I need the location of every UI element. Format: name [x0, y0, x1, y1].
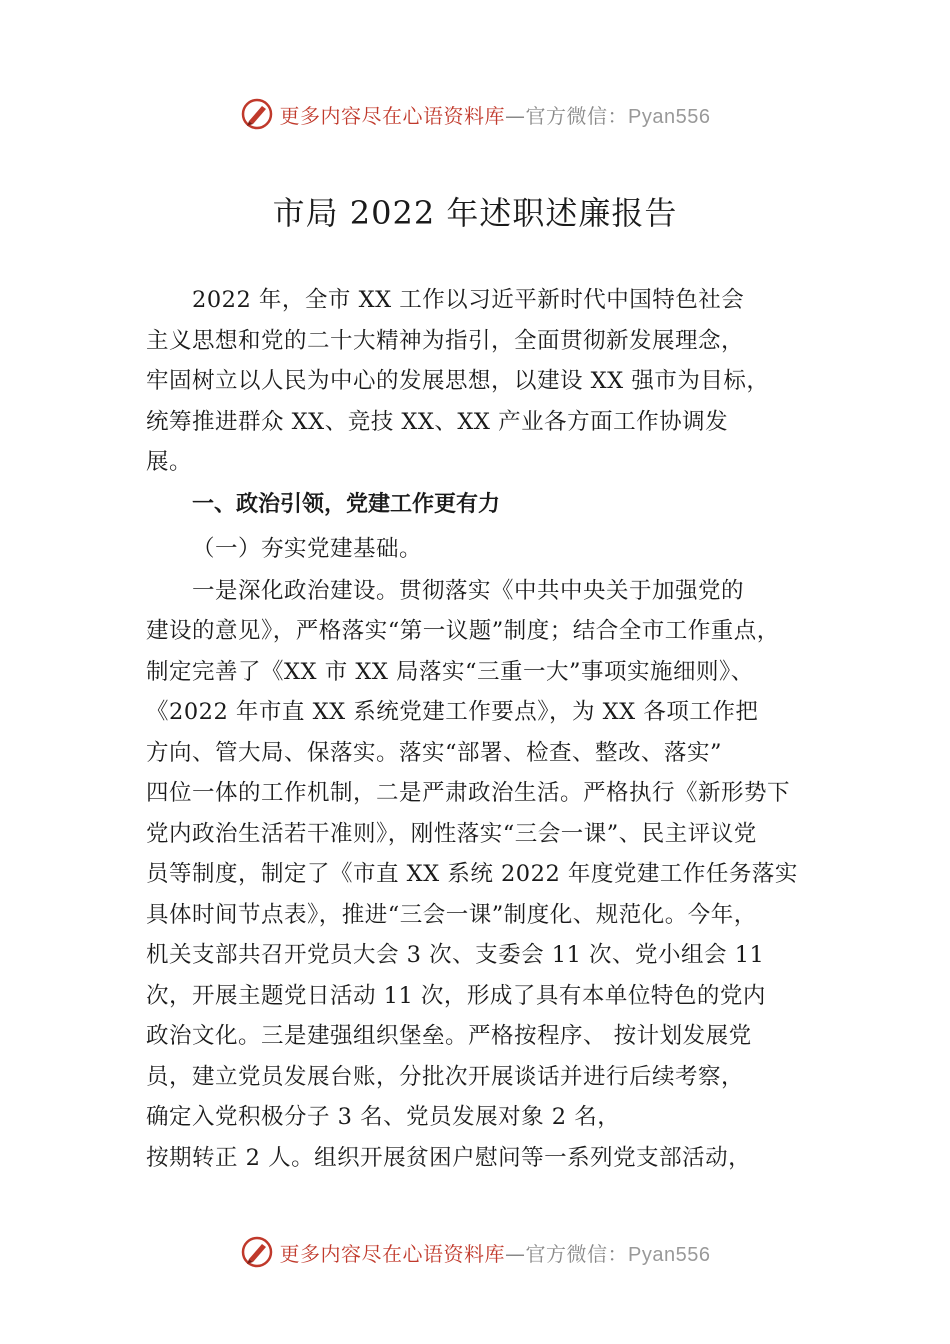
text-line: 2022 年，全市 XX 工作以习近平新时代中国特色社会 — [192, 287, 745, 313]
text-line: 方向、管大局、保落实。落实“部署、检查、整改、落实” — [146, 739, 723, 766]
text-line: 具体时间节点表》，推进“三会一课”制度化、规范化。今年， — [146, 901, 757, 928]
text-line: 员等制度，制定了《市直 XX 系统 2022 年度党建工作任务落实 — [146, 861, 798, 887]
watermark-wechat-id: Pyan556 — [628, 1243, 711, 1266]
text-line: 一是深化政治建设。贯彻落实《中共中央关于加强党的 — [192, 577, 745, 604]
text-line: 《2022 年市直 XX 系统党建工作要点》，为 XX 各项工作把 — [146, 699, 759, 725]
subsection-heading: （一）夯实党建基础。 — [192, 535, 423, 562]
watermark-banner-top — [0, 94, 950, 134]
document-body — [146, 280, 826, 1178]
watermark-text — [280, 1238, 711, 1267]
text-line: 牢固树立以人民为中心的发展思想，以建设 XX 强市为目标， — [146, 368, 770, 394]
watermark-text — [280, 100, 711, 129]
watermark-brand: 更多内容尽在心语资料库 — [279, 1241, 506, 1266]
section-heading: 一、政治引领，党建工作更有力 — [192, 491, 501, 517]
text-line: 展。 — [146, 449, 193, 475]
text-line: 建设的意见》，严格落实“第一议题”制度；结合全市工作重点， — [146, 618, 780, 644]
text-line: 按期转正 2 人。组织开展贫困户慰问等一系列党支部活动， — [146, 1144, 752, 1171]
text-line: 机关支部共召开党员大会 3 次、支委会 11 次、党小组会 11 — [146, 942, 765, 968]
text-line: 制定完善了《XX 市 XX 局落实“三重一大”事项实施细则》、 — [146, 658, 754, 685]
pen-seal-icon — [240, 97, 274, 131]
text-line: 四位一体的工作机制，二是严肃政治生活。严格执行《新形势下 — [146, 780, 791, 806]
pen-seal-icon — [240, 1235, 274, 1269]
watermark-banner-bottom — [0, 1232, 950, 1272]
watermark-wechat-id: Pyan556 — [628, 105, 711, 128]
watermark-separator: —官方微信： — [505, 103, 629, 128]
watermark-brand: 更多内容尽在心语资料库 — [279, 103, 506, 128]
text-line: 确定入党积极分子 3 名、党员发展对象 2 名， — [146, 1104, 621, 1130]
text-line: 次，开展主题党日活动 11 次，形成了具有本单位特色的党内 — [146, 982, 766, 1009]
text-line: 政治文化。三是建强组织堡垒。严格按程序、 按计划发展党 — [146, 1023, 752, 1049]
text-line: 党内政治生活若干准则》，刚性落实“三会一课”、民主评议党 — [146, 820, 757, 847]
text-line: 员，建立党员发展台账，分批次开展谈话并进行后续考察， — [146, 1063, 745, 1090]
page-title: 市局 2022 年述职述廉报告 — [272, 194, 678, 232]
text-line: 主义思想和党的二十大精神为指引，全面贯彻新发展理念， — [146, 327, 745, 354]
text-line: 统筹推进群众 XX、竞技 XX、XX 产业各方面工作协调发 — [146, 408, 729, 435]
watermark-separator: —官方微信： — [505, 1241, 629, 1266]
